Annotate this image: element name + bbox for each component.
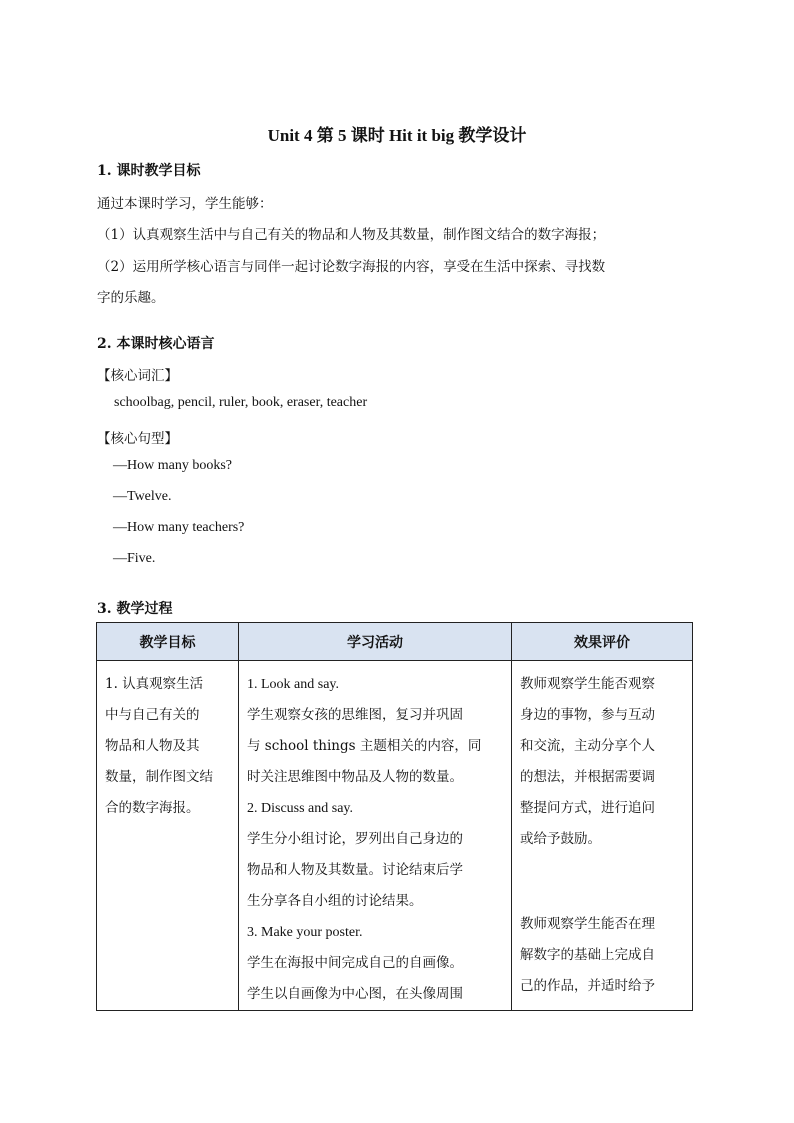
evaluation-line: 或给予鼓励。 bbox=[520, 831, 601, 847]
activity-line: 学生分小组讨论，罗列出自己身边的 bbox=[247, 831, 463, 847]
goal-cell bbox=[97, 661, 239, 1011]
activity-line: 学生观察女孩的思维图，复习并巩固 bbox=[247, 707, 463, 723]
goal-cell-line: 数量，制作图文结 bbox=[105, 769, 213, 785]
activity-line: 3. Make your poster. bbox=[247, 925, 363, 940]
column-header-goal: 教学目标 bbox=[97, 623, 239, 661]
goal-cell-line: 中与自己有关的 bbox=[105, 707, 200, 723]
activity-line: 生分享各自小组的讨论结果。 bbox=[247, 893, 423, 909]
goals-intro: 通过本课时学习，学生能够： bbox=[97, 196, 273, 212]
goal-1: （1）认真观察生活中与自己有关的物品和人物及其数量，制作图文结合的数字海报； bbox=[97, 227, 606, 243]
sentence-label: 【核心句型】 bbox=[97, 431, 178, 447]
section-heading-core-language: 2. 本课时核心语言 bbox=[97, 336, 215, 352]
activity-line: 与 school things 主题相关的内容，同 bbox=[247, 738, 482, 754]
evaluation-line: 教师观察学生能否观察 bbox=[520, 676, 655, 692]
goal-2-line-2: 字的乐趣。 bbox=[97, 290, 165, 306]
activity-cell bbox=[239, 661, 512, 1011]
activity-line: 时关注思维图中物品及人物的数量。 bbox=[247, 769, 463, 785]
goal-2-line-1: （2）运用所学核心语言与同伴一起讨论数字海报的内容，享受在生活中探索、寻找数 bbox=[97, 259, 606, 275]
activity-line: 2. Discuss and say. bbox=[247, 801, 354, 816]
evaluation-line: 整提问方式，进行追问 bbox=[520, 800, 655, 816]
sentence-line: —Twelve. bbox=[113, 489, 172, 504]
evaluation-spacer bbox=[520, 855, 684, 909]
document-title: Unit 4 第 5 课时 Hit it big 教学设计 bbox=[267, 126, 527, 145]
sentence-line: —Five. bbox=[113, 551, 156, 566]
activity-line: 1. Look and say. bbox=[247, 677, 340, 692]
evaluation-line: 己的作品，并适时给予 bbox=[520, 978, 655, 994]
section-heading-goals: 1. 课时教学目标 bbox=[97, 163, 201, 179]
evaluation-line: 身边的事物，参与互动 bbox=[520, 707, 655, 723]
evaluation-line: 和交流，主动分享个人 bbox=[520, 738, 655, 754]
evaluation-line: 解数字的基础上完成自 bbox=[520, 947, 655, 963]
vocab-label: 【核心词汇】 bbox=[97, 368, 178, 384]
evaluation-line: 的想法，并根据需要调 bbox=[520, 769, 655, 785]
goal-cell-line: 1. 认真观察生活 bbox=[105, 676, 204, 692]
sentence-line: —How many books? bbox=[113, 458, 232, 473]
column-header-activity: 学习活动 bbox=[239, 623, 512, 661]
activity-line: 学生以自画像为中心图，在头像周围 bbox=[247, 986, 463, 1002]
evaluation-cell bbox=[512, 661, 693, 1011]
sentence-line: —How many teachers? bbox=[113, 520, 245, 535]
evaluation-line: 教师观察学生能否在理 bbox=[520, 916, 655, 932]
goal-cell-line: 物品和人物及其 bbox=[105, 738, 200, 754]
teaching-process-table bbox=[96, 622, 693, 1011]
activity-line: 学生在海报中间完成自己的自画像。 bbox=[247, 955, 463, 971]
activity-line: 物品和人物及其数量。讨论结束后学 bbox=[247, 862, 463, 878]
column-header-evaluation: 效果评价 bbox=[512, 623, 693, 661]
goal-cell-line: 合的数字海报。 bbox=[105, 800, 200, 816]
table-row bbox=[97, 661, 693, 1011]
vocab-list: schoolbag, pencil, ruler, book, eraser, teacher bbox=[114, 395, 368, 410]
section-heading-process: 3. 教学过程 bbox=[97, 601, 173, 617]
